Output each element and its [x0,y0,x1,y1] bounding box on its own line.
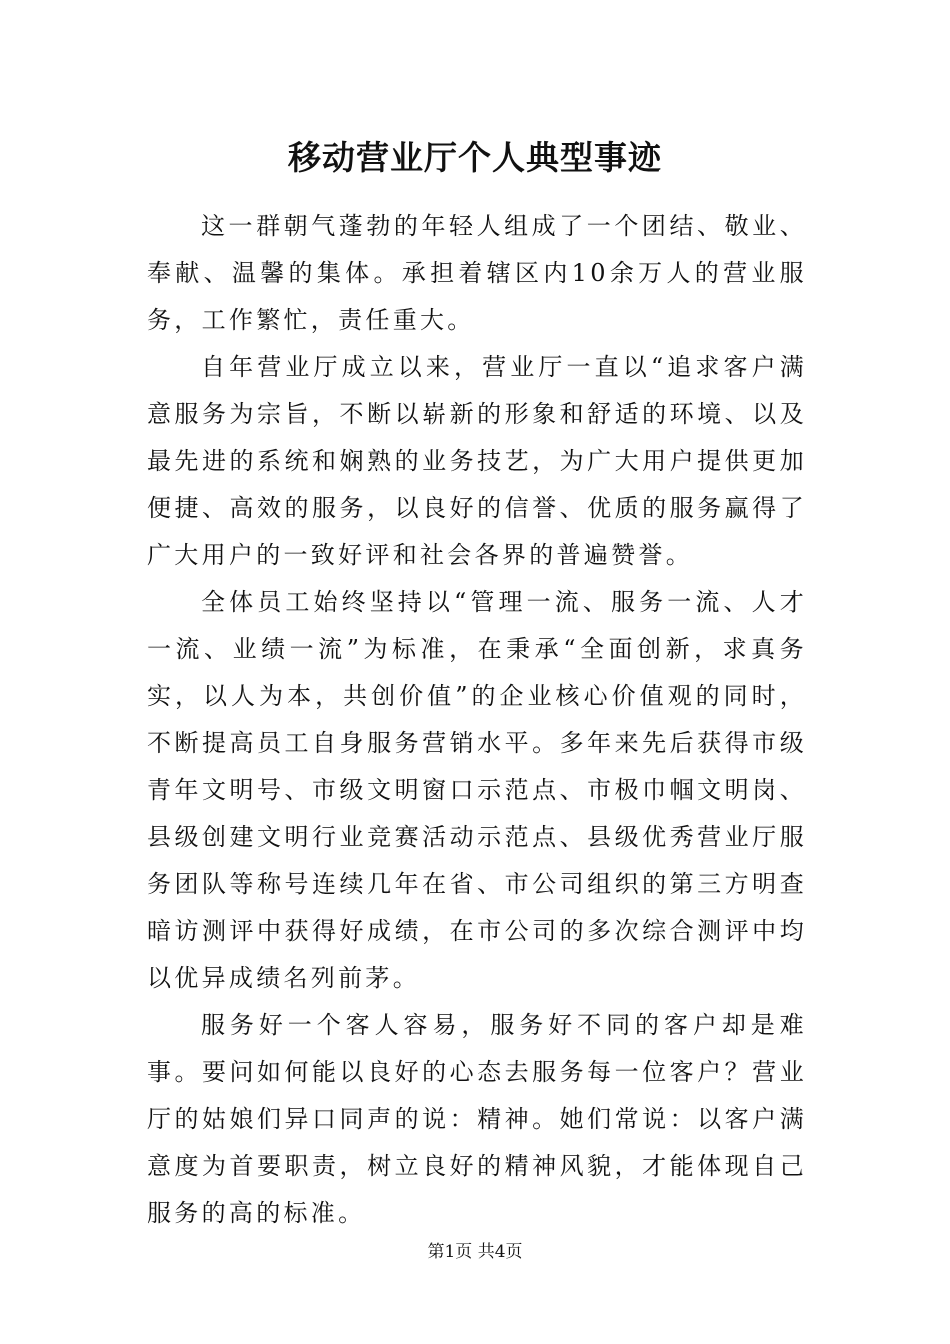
page-footer: 第1页 共4页 [427,1242,523,1262]
paragraph-2: 自年营业厅成立以来，营业厅一直以“追求客户满意服务为宗旨，不断以崭新的形象和舒适的环境、以及最先进的系统和娴熟的业务技艺，为广大用户提供更加便捷、高效的服务，以良好的信誉、优质的服务赢得了广大用户的一致好评和社会各界的普遍赞誉。 [147,353,807,569]
document-body [147,203,807,1237]
document-title: 移动营业厅个人典型事迹 [288,138,662,177]
paragraph-4: 服务好一个客人容易，服务好不同的客户却是难事。要问如何能以良好的心态去服务每一位客户？营业厅的姑娘们异口同声的说：精神。她们常说：以客户满意度为首要职责，树立良好的精神风貌，才能体现自己服务的高的标准。 [147,1011,807,1227]
paragraph-1: 这一群朝气蓬勃的年轻人组成了一个团结、敬业、奉献、温馨的集体。承担着辖区内10余万人的营业服务，工作繁忙，责任重大。 [147,212,807,334]
paragraph-3: 全体员工始终坚持以“管理一流、服务一流、人才一流、业绩一流”为标准，在秉承“全面创新，求真务实，以人为本，共创价值”的企业核心价值观的同时，不断提高员工自身服务营销水平。多年来先后获得市级青年文明号、市级文明窗口示范点、市极巾帼文明岗、县级创建文明行业竞赛活动示范点、县级优秀营业厅服务团队等称号连续几年在省、市公司组织的第三方明查暗访测评中获得好成绩，在市公司的多次综合测评中均以优异成绩名列前茅。 [147,588,807,992]
